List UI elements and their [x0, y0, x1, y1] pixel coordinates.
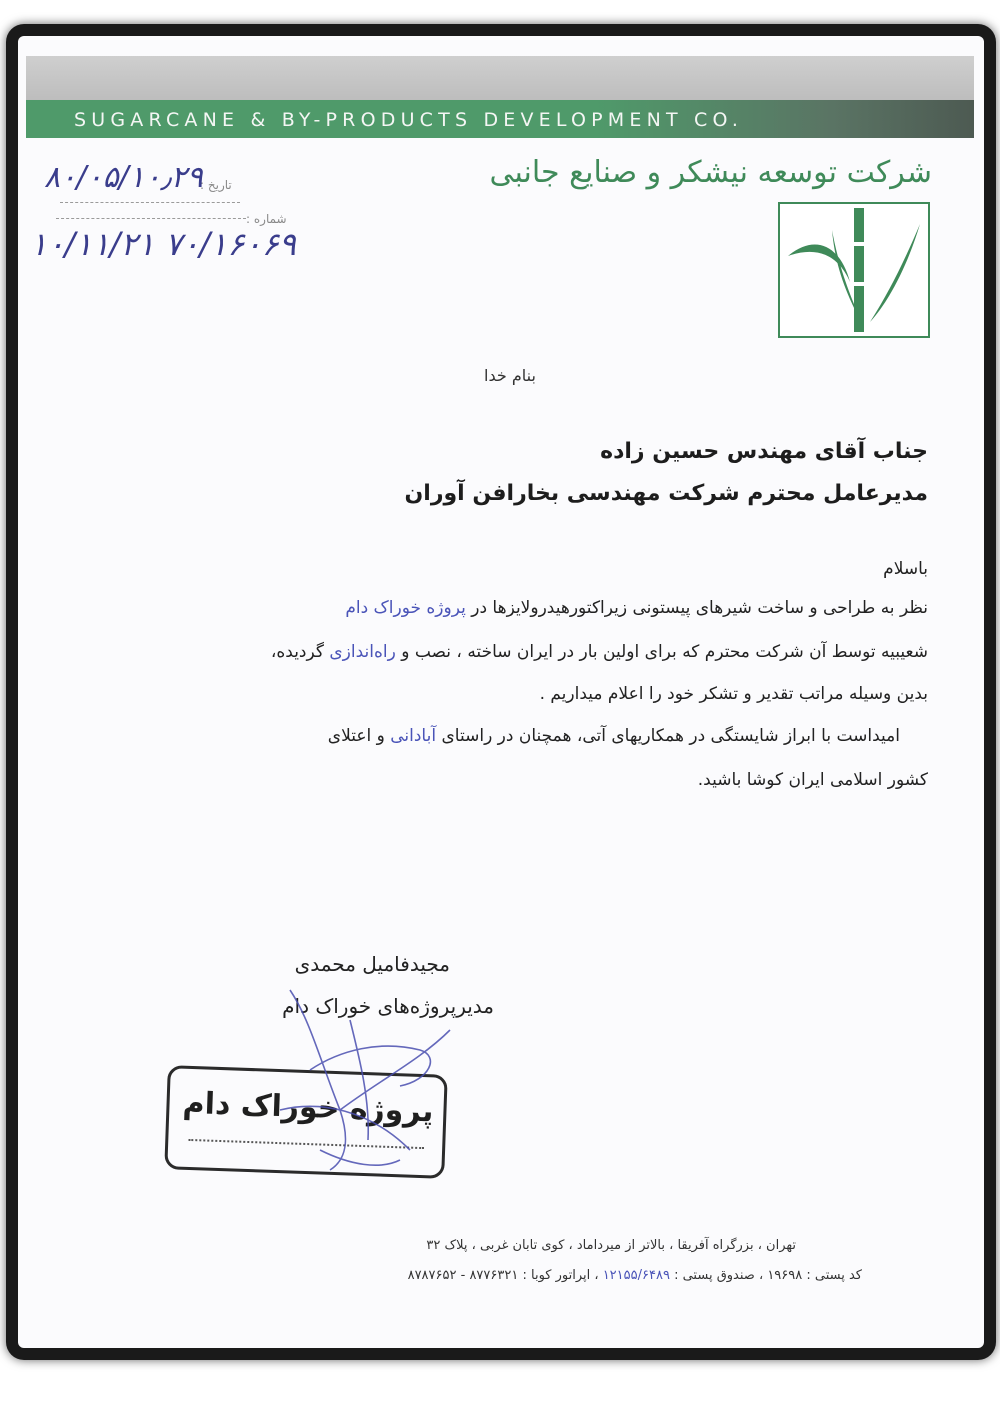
date-label: تاریخ :: [200, 178, 232, 192]
footer-contact: [242, 1266, 862, 1286]
highlight-prosperity: آبادانی: [390, 726, 437, 746]
body-line-4: [100, 722, 900, 750]
number-underline-top: [56, 218, 246, 219]
body-line-1: [128, 594, 928, 622]
greeting: باسلام: [883, 559, 928, 579]
body-text: امیداست با ابراز شایستگی در همکاریهای آتی، همچنان در راستای: [436, 726, 900, 746]
number-label: شماره :: [246, 212, 287, 226]
basmala: بنام خدا: [484, 366, 536, 385]
number-handwritten: ۱۰/۱۱/۲۱ ۷۰/۱۶۰۶۹: [30, 225, 296, 263]
letterhead-gray-band: [26, 56, 974, 100]
date-handwritten: ۸۰/۰۵/۱۰٫۲۹: [44, 160, 203, 195]
date-underline: [60, 202, 240, 203]
handwritten-signature-icon: [250, 960, 470, 1190]
body-text: گردیده،: [270, 642, 330, 662]
sugarcane-logo-icon: [778, 202, 930, 338]
company-name-persian: شرکت توسعه نیشکر و صنایع جانبی: [489, 155, 932, 190]
body-line-3: بدین وسیله مراتب تقدیر و تشکر خود را اعلام میداریم .: [539, 684, 928, 704]
signatory-name: مجیدفامیل محمدی: [294, 952, 450, 976]
company-name-english: SUGARCANE & BY-PRODUCTS DEVELOPMENT CO.: [74, 109, 744, 131]
footer-phones: ، اپراتور کوبا : ۸۷۷۶۳۲۱ - ۸۷۸۷۶۵۲: [407, 1268, 603, 1283]
body-line-2: [128, 638, 928, 666]
stamp-text: پروژه خوراک دام: [182, 1085, 435, 1130]
footer-pobox: ۱۲۱۵۵/۶۴۸۹: [602, 1268, 670, 1283]
body-line-5: کشور اسلامی ایران کوشا باشید.: [697, 770, 928, 790]
signatory-title: مدیرپروژه‌های خوراک دام: [282, 994, 494, 1018]
footer-address: تهران ، بزرگراه آفریقا ، بالاتر از میرداماد ، کوی تابان غربی ، پلاک ۳۲: [426, 1238, 796, 1253]
body-text: و اعتلای: [327, 726, 391, 746]
footer-postal: کد پستی : ۱۹۶۹۸ ، صندوق پستی :: [669, 1268, 862, 1283]
highlight-commissioning: راه‌اندازی: [329, 642, 396, 662]
body-text: شعیبیه توسط آن شرکت محترم که برای اولین بار در ایران ساخته ، نصب و: [395, 642, 928, 662]
recipient-title: مدیرعامل محترم شرکت مهندسی بخارافن آوران: [404, 481, 928, 506]
recipient-name: جناب آقای مهندس حسین زاده: [600, 439, 928, 464]
highlight-project: پروژه خوراک دام: [345, 598, 466, 618]
body-text: نظر به طراحی و ساخت شیرهای پیستونی زیراکتورهیدرولایزها در: [465, 598, 928, 618]
